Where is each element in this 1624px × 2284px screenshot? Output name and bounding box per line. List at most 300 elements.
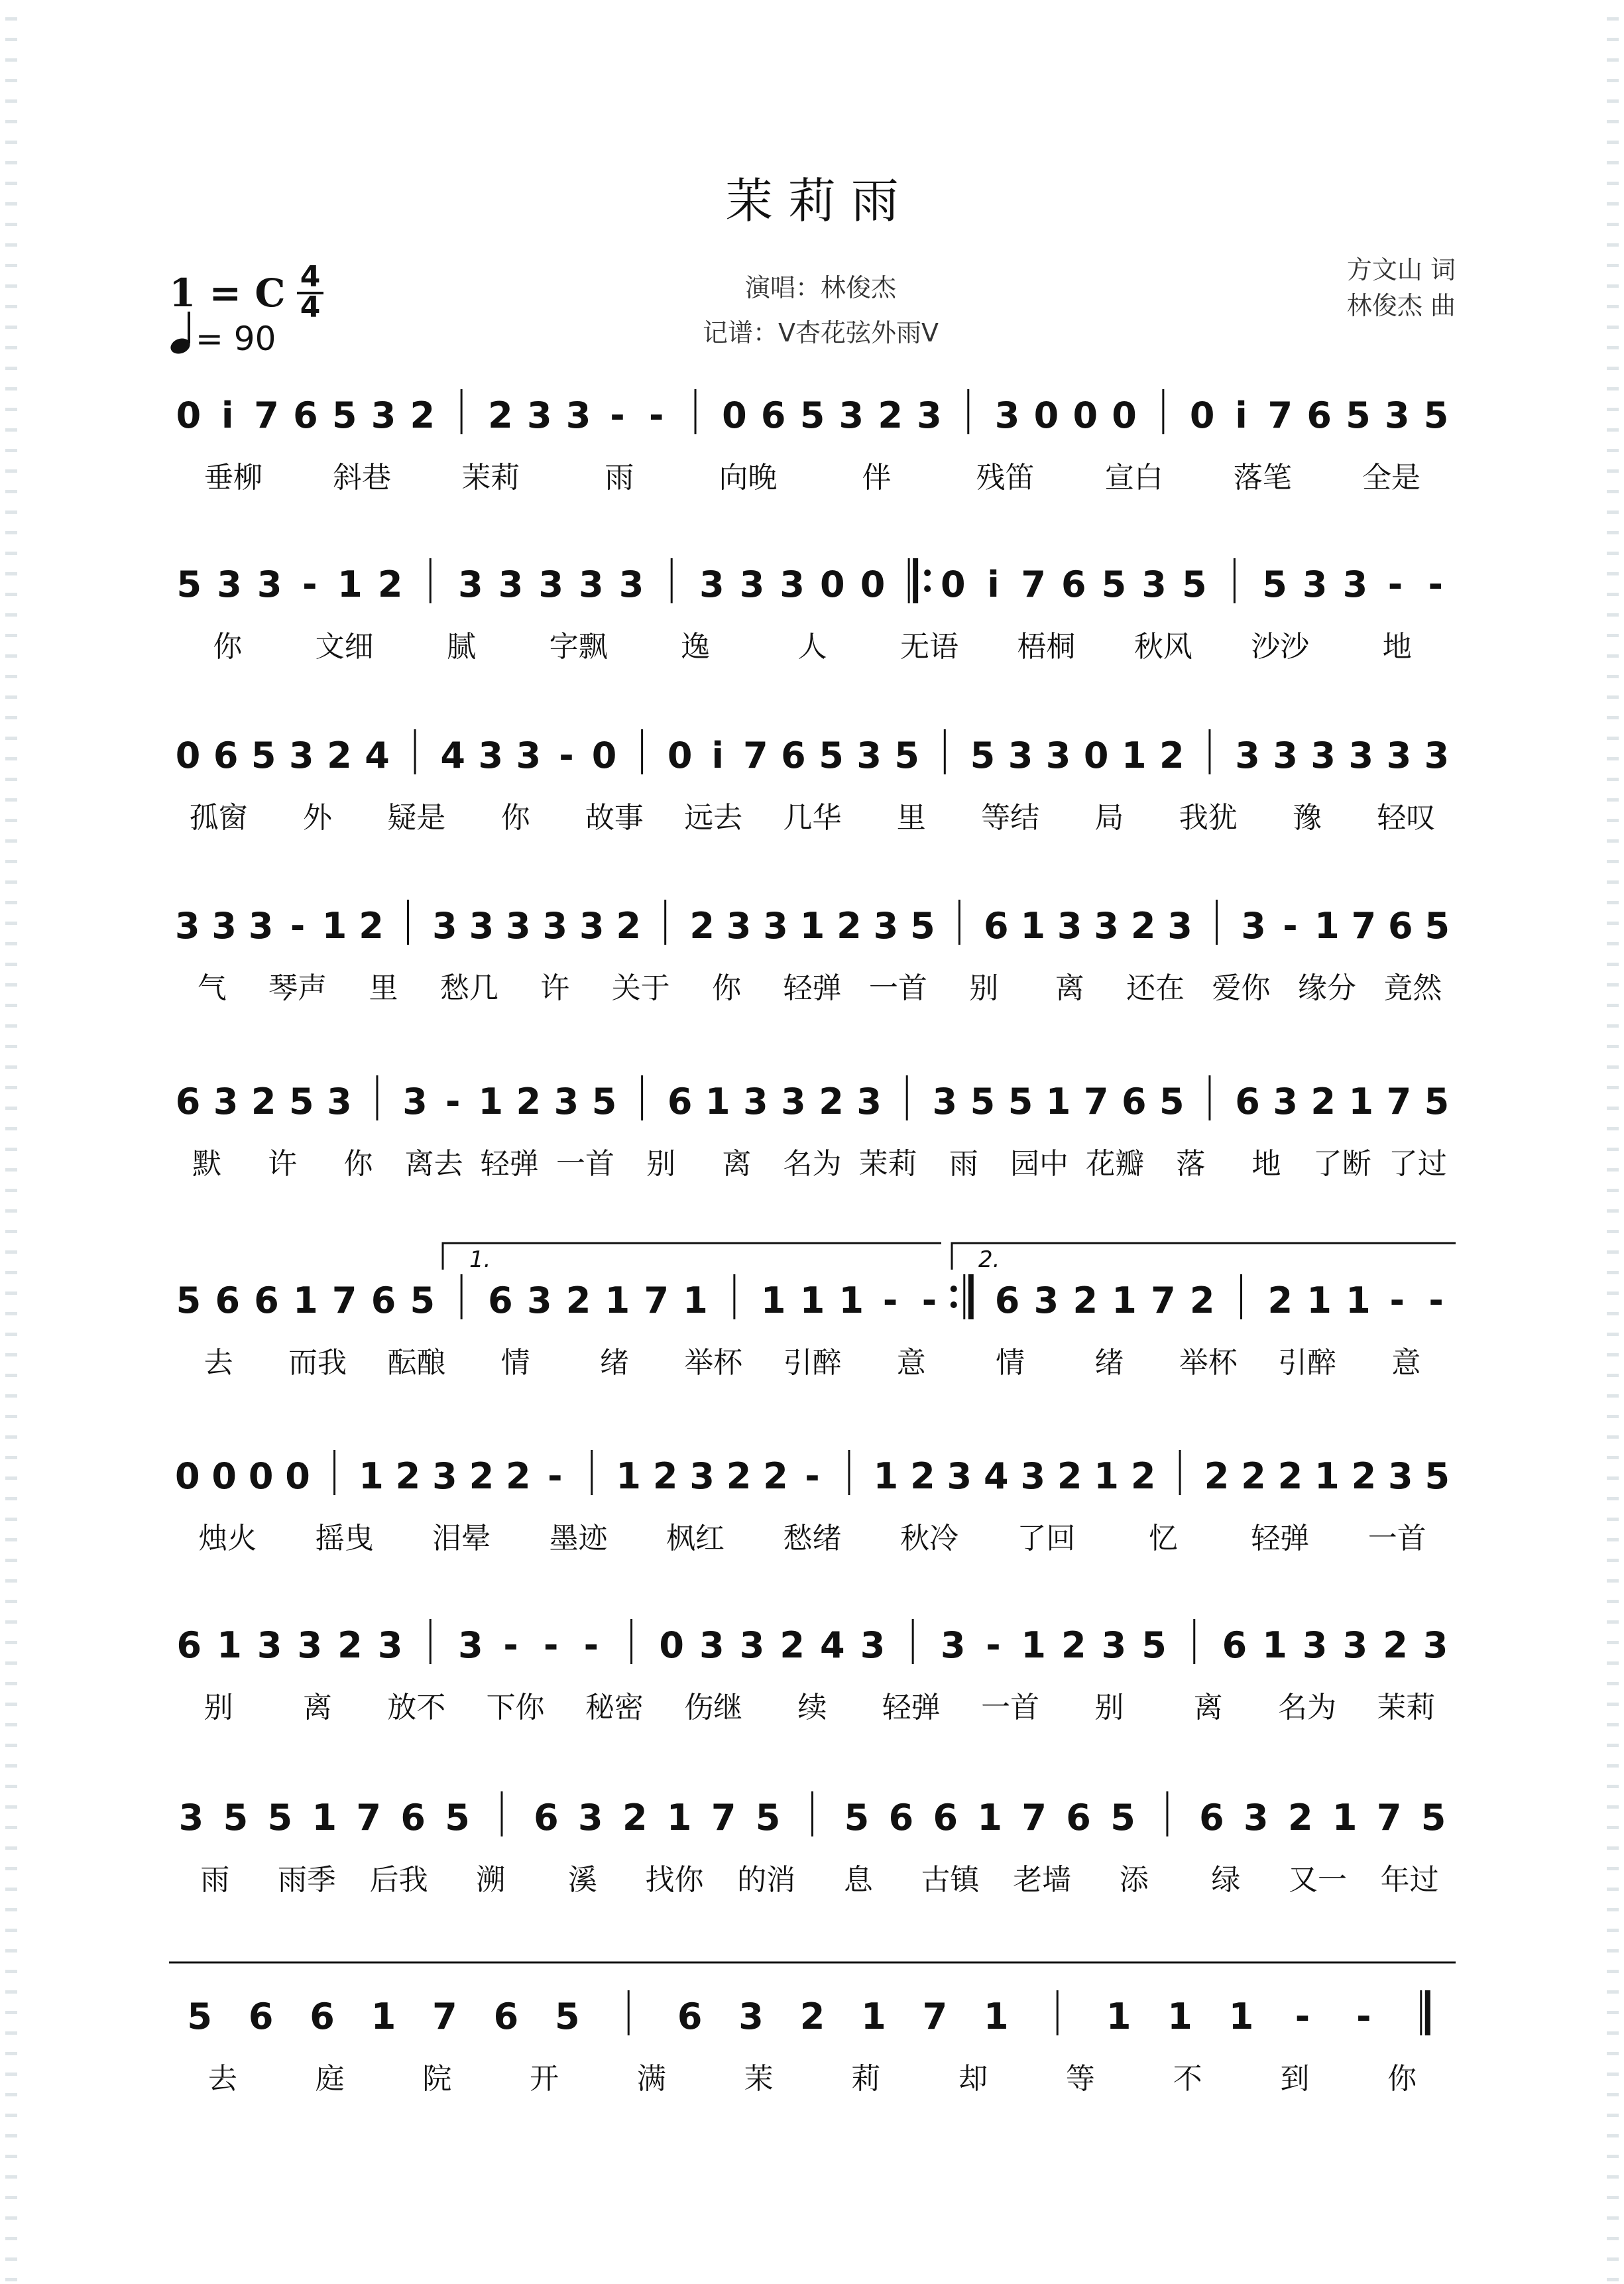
note-digit: 1 (605, 1280, 630, 1321)
note-digit: 1 (873, 1455, 899, 1497)
note-digit: 3 (516, 735, 542, 776)
note-digit: 6 (215, 1280, 241, 1321)
note-digit: 3 (860, 1624, 886, 1666)
note-digit: 3 (1310, 735, 1336, 776)
note-digit: 3 (1388, 1455, 1413, 1497)
lyric-syllable: 别 (1094, 1691, 1124, 1724)
note-digit: 7 (1021, 564, 1046, 605)
lyric-syllable: 伴 (862, 461, 892, 495)
note-digit: 0 (248, 1455, 274, 1497)
note-digit: 0 (174, 1455, 200, 1497)
note-digit: 3 (738, 1996, 764, 2037)
note-digit: 3 (1033, 1280, 1059, 1321)
note-digit: 3 (1386, 735, 1412, 776)
lyric-syllable: 秋冷 (899, 1522, 958, 1555)
note-digit: 1 (1332, 1797, 1358, 1838)
note-digit: 1 (799, 1280, 825, 1321)
score-system (175, 1450, 1450, 1555)
lyric-syllable: 全是 (1362, 461, 1421, 495)
lyric-syllable: 里 (896, 801, 926, 835)
note-digit: 6 (994, 1280, 1020, 1321)
note-digit: 5 (1159, 1081, 1185, 1122)
note-digit: 2 (878, 394, 903, 436)
lyric-syllable: 落 (1176, 1147, 1206, 1181)
lyric-syllable: 一首 (868, 971, 927, 1005)
lyric-syllable: 引醉 (1278, 1346, 1337, 1380)
repeat-dot (951, 1301, 957, 1308)
note-digit: 3 (1101, 1624, 1127, 1666)
note-digit: 6 (1121, 1081, 1147, 1122)
note-digit: 1 (616, 1455, 642, 1497)
note-digit: 1 (1228, 1996, 1254, 2037)
key-signature: 1 = C (169, 270, 286, 316)
lyric-syllable: 豫 (1293, 801, 1322, 835)
lyric-syllable: 垂柳 (204, 461, 263, 495)
note-digit: 3 (1302, 1624, 1328, 1666)
note-digit: 7 (1021, 1797, 1047, 1838)
note-digit: 3 (432, 905, 457, 947)
note-digit: 1 (1348, 1081, 1374, 1122)
note-digit: 6 (248, 1996, 274, 2037)
note-digit: 5 (187, 1996, 213, 2037)
note-digit: 5 (1101, 564, 1127, 605)
score-system (187, 1990, 1427, 2096)
time-signature-bottom: 4 (300, 290, 321, 324)
note-digit: 0 (211, 1455, 237, 1497)
score-system (176, 729, 1449, 835)
note-digit: 1 (1346, 1280, 1371, 1321)
note-digit: 0 (860, 564, 886, 605)
lyric-syllable: 离 (302, 1691, 332, 1724)
lyric-syllable: 许 (540, 971, 570, 1005)
lyric-syllable: 园中 (1010, 1147, 1069, 1181)
lyric-syllable: 名为 (1278, 1691, 1337, 1724)
note-digit: 2 (1130, 905, 1156, 947)
note-digit: 3 (1141, 564, 1167, 605)
lyric-syllable: 离 (722, 1147, 752, 1181)
note-digit: - (559, 735, 574, 776)
note-digit: 1 (217, 1624, 242, 1666)
note-digit: 3 (743, 1081, 768, 1122)
note-digit: 3 (1348, 735, 1374, 776)
note-digit: 3 (856, 1081, 882, 1122)
note-digit: 3 (856, 735, 882, 776)
note-digit: 3 (1342, 564, 1368, 605)
lyric-syllable: 了断 (1312, 1147, 1371, 1181)
note-digit: 3 (469, 905, 494, 947)
lyric-syllable: 泪晕 (432, 1522, 491, 1555)
lyric-syllable: 息 (843, 1863, 873, 1897)
lyric-syllable: 了过 (1388, 1147, 1447, 1181)
score-system (179, 1791, 1446, 1897)
note-digit: 3 (618, 564, 644, 605)
lyric-syllable: 等结 (981, 801, 1040, 835)
note-digit: 7 (254, 394, 279, 436)
lyric-syllable: 绿 (1211, 1863, 1241, 1897)
note-digit: 3 (1424, 735, 1450, 776)
note-digit: 3 (689, 1455, 715, 1497)
note-digit: 3 (579, 564, 604, 605)
note-digit: 3 (1342, 1624, 1368, 1666)
note-digit: 2 (488, 394, 513, 436)
note-digit: 6 (293, 394, 318, 436)
volta-label: 2. (978, 1246, 1000, 1273)
note-digit: 0 (722, 394, 747, 436)
note-digit: 5 (176, 1280, 202, 1321)
note-digit: 6 (175, 1081, 201, 1122)
note-digit: 2 (1073, 1280, 1098, 1321)
note-digit: 2 (565, 1280, 591, 1321)
note-digit: 3 (739, 564, 765, 605)
note-digit: 2 (910, 1455, 935, 1497)
lyric-syllable: 忆 (1148, 1522, 1178, 1555)
note-digit: 1 (371, 1996, 396, 2037)
note-digit: 2 (1241, 1455, 1266, 1497)
score-system (177, 558, 1443, 664)
note-digit: 3 (781, 1081, 806, 1122)
lyric-syllable: 烛火 (198, 1522, 257, 1555)
note-digit: - (583, 1624, 599, 1666)
note-digit: 1 (359, 1455, 384, 1497)
note-digit: 3 (917, 394, 942, 436)
note-digit: 6 (1235, 1081, 1260, 1122)
note-digit: 3 (578, 1797, 603, 1838)
note-digit: 5 (1262, 564, 1287, 605)
note-digit: i̇ (1235, 394, 1247, 436)
quarter-note-icon (168, 312, 192, 356)
note-digit: 1 (666, 1797, 692, 1838)
lyric-syllable: 一首 (1367, 1522, 1426, 1555)
lyric-syllable: 许 (268, 1147, 298, 1181)
note-digit: - (882, 1280, 898, 1321)
lyric-syllable: 我犹 (1179, 801, 1238, 835)
lyric-syllable: 向晚 (719, 461, 778, 495)
note-digit: i̇ (711, 735, 725, 776)
note-digit: 5 (1181, 564, 1207, 605)
note-digit: 5 (410, 1280, 435, 1321)
note-digit: 5 (799, 394, 825, 436)
note-digit: - (986, 1624, 1001, 1666)
note-digit: 7 (922, 1996, 948, 2037)
note-digit: 6 (1306, 394, 1332, 436)
lyric-syllable: 气 (197, 971, 227, 1005)
lyric-syllable: 你 (500, 801, 530, 835)
lyric-syllable: 后我 (369, 1863, 428, 1897)
note-digit: 3 (248, 905, 274, 947)
repeat-dot (951, 1286, 957, 1292)
note-digit: 2 (1277, 1455, 1303, 1497)
note-digit: 3 (327, 1081, 352, 1122)
lyric-syllable: 雨季 (277, 1863, 336, 1897)
note-digit: 7 (1151, 1280, 1176, 1321)
note-digit: 2 (1130, 1455, 1156, 1497)
lyric-syllable: 故事 (585, 801, 644, 835)
lyric-syllable: 你 (343, 1147, 373, 1181)
lyric-syllable: 溯 (476, 1863, 506, 1897)
note-digit: 7 (644, 1280, 669, 1321)
note-digit: 6 (1388, 905, 1413, 947)
note-digit: 3 (1167, 905, 1192, 947)
note-digit: 3 (478, 735, 504, 776)
lyric-syllable: 放不 (387, 1691, 446, 1724)
note-digit: 3 (526, 1280, 552, 1321)
note-digit: 2 (1061, 1624, 1086, 1666)
note-digit: 0 (667, 735, 693, 776)
lyric-syllable: 愁几 (439, 971, 498, 1005)
note-digit: 1 (1121, 735, 1147, 776)
note-digit: 4 (440, 735, 465, 776)
lyric-syllable: 关于 (611, 971, 670, 1005)
note-digit: 3 (506, 905, 531, 947)
note-digit: 2 (327, 735, 352, 776)
note-digit: - (610, 394, 625, 436)
lyric-syllable: 意 (1391, 1346, 1421, 1380)
note-digit: 1 (1262, 1624, 1287, 1666)
note-digit: 5 (251, 735, 276, 776)
lyric-syllable: 轻弹 (1251, 1522, 1310, 1555)
note-digit: 3 (699, 1624, 725, 1666)
lyric-syllable: 局 (1094, 801, 1124, 835)
lyric-syllable: 举杯 (684, 1346, 743, 1380)
note-digit: 3 (402, 1081, 428, 1122)
lyric-syllable: 去 (203, 1346, 233, 1380)
note-digit: 2 (1351, 1455, 1377, 1497)
lyric-syllable: 轻弹 (480, 1147, 539, 1181)
lyric-syllable: 的消 (737, 1863, 796, 1897)
note-digit: 3 (726, 905, 752, 947)
note-digit: 1 (321, 905, 347, 947)
score-system (177, 1619, 1448, 1724)
lyric-syllable: 茉莉 (1377, 1691, 1436, 1724)
note-digit: 2 (1159, 735, 1185, 776)
lyric-syllable: 孤窗 (189, 801, 248, 835)
note-digit: 3 (257, 564, 282, 605)
note-digit: 0 (175, 735, 201, 776)
note-digit: 3 (178, 1797, 204, 1838)
note-digit: 2 (1267, 1280, 1293, 1321)
lyric-syllable: 古镇 (921, 1863, 980, 1897)
note-digit: 3 (217, 564, 242, 605)
note-digit: 2 (1057, 1455, 1082, 1497)
note-digit: 3 (579, 905, 605, 947)
note-digit: 2 (1204, 1455, 1230, 1497)
lyric-syllable: 几华 (783, 801, 842, 835)
note-digit: 3 (1008, 735, 1033, 776)
note-digit: - (1387, 564, 1403, 605)
score-system (176, 1075, 1449, 1181)
lyric-syllable: 里 (369, 971, 398, 1005)
note-digit: 3 (994, 394, 1020, 436)
note-digit: 3 (432, 1455, 457, 1497)
note-digit: 5 (910, 905, 935, 947)
lyric-syllable: 满 (636, 2062, 666, 2096)
note-digit: 6 (1061, 564, 1086, 605)
note-digit: 5 (223, 1797, 249, 1838)
lyric-syllable: 宣白 (1104, 461, 1163, 495)
note-digit: 5 (289, 1081, 314, 1122)
lyric-syllable: 竟然 (1383, 971, 1442, 1005)
lyric-syllable: 茉 (744, 2062, 774, 2096)
lyric-syllable: 雨 (200, 1863, 230, 1897)
note-digit: 2 (616, 905, 642, 947)
lyric-syllable: 等 (1065, 2062, 1095, 2096)
lyric-syllable: 到 (1280, 2062, 1310, 2096)
note-digit: 5 (1424, 1081, 1450, 1122)
lyric-syllable: 轻叹 (1377, 801, 1436, 835)
note-digit: 2 (652, 1455, 678, 1497)
note-digit: 0 (285, 1455, 310, 1497)
lyric-syllable: 雨 (605, 461, 634, 495)
lyric-syllable: 梧桐 (1017, 630, 1076, 664)
note-digit: - (445, 1081, 461, 1122)
note-digit: 1 (1306, 1280, 1332, 1321)
volta-label: 1. (469, 1246, 491, 1273)
note-digit: 5 (1141, 1624, 1167, 1666)
lyric-syllable: 无语 (899, 630, 958, 664)
note-digit: 2 (622, 1797, 648, 1838)
note-digit: 7 (743, 735, 768, 776)
note-digit: 2 (1287, 1797, 1313, 1838)
composer-credit: 林俊杰 曲 (1346, 291, 1456, 320)
note-digit: 3 (377, 1624, 403, 1666)
note-digit: 3 (371, 394, 396, 436)
lyric-syllable: 愁绪 (783, 1522, 842, 1555)
note-digit: 7 (1376, 1797, 1402, 1838)
note-digit: 7 (1267, 394, 1293, 436)
note-digit: - (302, 564, 318, 605)
note-digit: 2 (516, 1081, 542, 1122)
note-digit: - (1389, 1280, 1405, 1321)
note-digit: 6 (667, 1081, 693, 1122)
lyric-syllable: 一首 (981, 1691, 1040, 1724)
lyric-syllable: 又一 (1289, 1863, 1348, 1897)
note-digit: 5 (844, 1797, 870, 1838)
lyric-syllable: 年过 (1380, 1863, 1439, 1897)
note-digit: 2 (837, 905, 862, 947)
lyric-syllable: 轻弹 (882, 1691, 941, 1724)
song-title: 茉 莉 雨 (725, 173, 899, 229)
lyric-syllable: 秋风 (1133, 630, 1192, 664)
note-digit: 3 (941, 1624, 966, 1666)
note-digit: 0 (1083, 735, 1109, 776)
lyric-syllable: 离去 (404, 1147, 463, 1181)
note-digit: 3 (1273, 1081, 1298, 1122)
lyric-syllable: 庭 (315, 2062, 345, 2096)
note-digit: 0 (591, 735, 617, 776)
lyric-syllable: 别 (646, 1147, 676, 1181)
note-digit: 5 (554, 1996, 580, 2037)
note-digit: 2 (1310, 1081, 1336, 1122)
note-digit: - (1356, 1996, 1371, 2037)
score-system (176, 1274, 1444, 1380)
note-digit: 5 (1346, 394, 1371, 436)
lyric-syllable: 了回 (1017, 1522, 1076, 1555)
note-digit: 1 (478, 1081, 504, 1122)
note-digit: 3 (1235, 735, 1260, 776)
note-digit: 1 (1314, 905, 1340, 947)
lyric-syllable: 别 (969, 971, 999, 1005)
note-digit: 7 (1351, 905, 1377, 947)
note-digit: 6 (254, 1280, 279, 1321)
note-digit: 3 (257, 1624, 282, 1666)
score-system (175, 900, 1450, 1005)
lyric-syllable: 摇曳 (315, 1522, 374, 1555)
note-digit: 2 (359, 905, 384, 947)
note-digit: 7 (1386, 1081, 1412, 1122)
time-signature-top: 4 (300, 260, 321, 294)
note-digit: 7 (331, 1280, 357, 1321)
note-digit: 2 (395, 1455, 421, 1497)
lyric-syllable: 爱你 (1212, 971, 1271, 1005)
lyric-syllable: 文细 (315, 630, 374, 664)
note-digit: 0 (1073, 394, 1098, 436)
note-digit: 6 (400, 1797, 426, 1838)
note-digit: 0 (176, 394, 202, 436)
note-digit: 1 (683, 1280, 708, 1321)
singer-credit: 演唱：林俊杰 (744, 273, 897, 302)
note-digit: 4 (365, 735, 390, 776)
lyric-syllable: 还在 (1126, 971, 1185, 1005)
note-digit: 6 (888, 1797, 914, 1838)
note-digit: - (544, 1624, 559, 1666)
lyric-syllable: 腻 (447, 630, 477, 664)
transcriber-credit: 记谱：V杏花弦外雨V (703, 318, 939, 347)
tempo-marking: = 90 (196, 320, 276, 358)
note-digit: 5 (1423, 394, 1449, 436)
note-digit: 1 (1314, 1455, 1340, 1497)
note-digit: 1 (1167, 1996, 1192, 2037)
note-digit: 6 (488, 1280, 513, 1321)
note-digit: i̇ (987, 564, 1000, 605)
lyric-syllable: 绪 (1094, 1346, 1124, 1380)
note-digit: 6 (677, 1996, 703, 2037)
note-digit: 3 (1045, 735, 1071, 776)
note-digit: - (548, 1455, 563, 1497)
note-digit: - (921, 1280, 937, 1321)
note-digit: 1 (1094, 1455, 1119, 1497)
note-digit: 3 (1244, 1797, 1269, 1838)
lyric-syllable: 情 (500, 1346, 530, 1380)
note-digit: 6 (493, 1996, 519, 2037)
note-digit: 2 (337, 1624, 363, 1666)
lyric-syllable: 你 (1387, 2062, 1417, 2096)
lyric-syllable: 花瓣 (1086, 1147, 1145, 1181)
note-digit: 3 (1422, 1624, 1448, 1666)
note-digit: 3 (763, 905, 788, 947)
lyric-syllable: 添 (1119, 1863, 1149, 1897)
lyric-syllable: 一首 (555, 1147, 614, 1181)
lyric-syllable: 情 (996, 1346, 1025, 1380)
note-digit: 0 (820, 564, 845, 605)
note-digit: 2 (377, 564, 403, 605)
lyric-syllable: 斜巷 (333, 461, 392, 495)
note-digit: 3 (458, 1624, 483, 1666)
note-digit: 2 (689, 905, 715, 947)
note-digit: 3 (1241, 905, 1266, 947)
lyric-syllable: 轻弹 (783, 971, 842, 1005)
note-digit: 3 (1273, 735, 1298, 776)
note-digit: - (1428, 1280, 1444, 1321)
score-system (176, 389, 1449, 495)
note-digit: 1 (760, 1280, 786, 1321)
lyric-syllable: 续 (797, 1691, 827, 1724)
note-digit: 3 (1057, 905, 1082, 947)
note-digit: 3 (1020, 1455, 1046, 1497)
note-digit: 2 (469, 1455, 494, 1497)
note-digit: 5 (755, 1797, 781, 1838)
note-digit: 7 (356, 1797, 381, 1838)
note-digit: 3 (739, 1624, 765, 1666)
